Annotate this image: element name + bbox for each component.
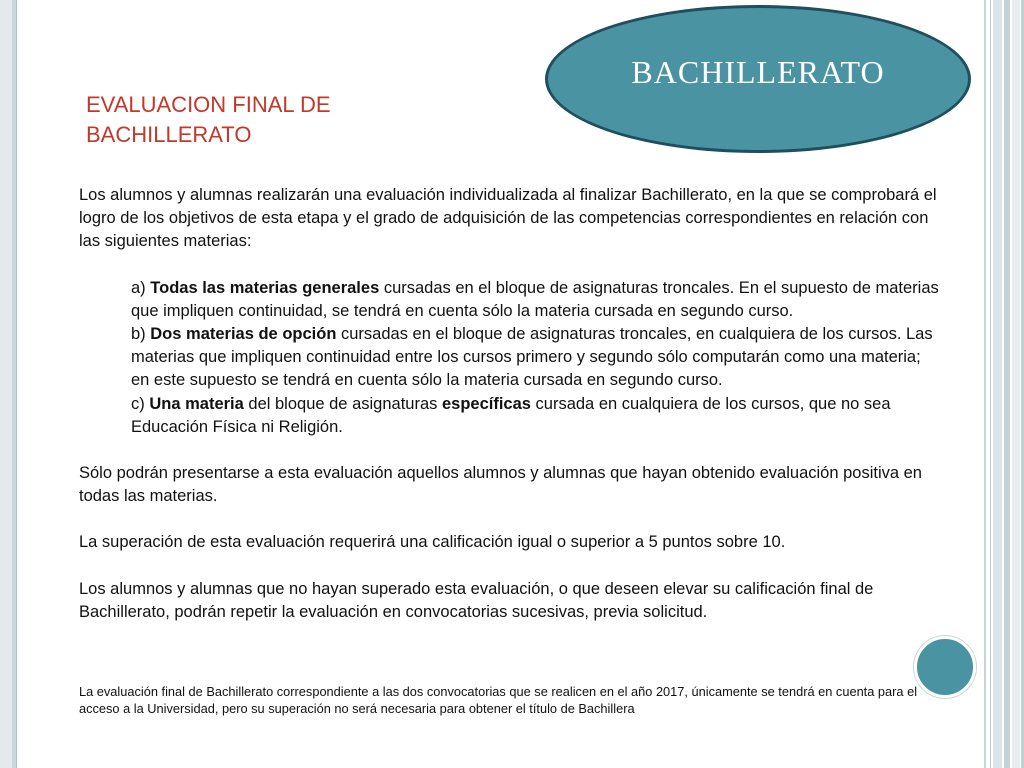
left-border-decoration [0, 0, 12, 768]
eligibility-paragraph: Sólo podrán presentarse a esta evaluación aquellos alumnos y alumnas que hayan obtenido evaluación positiva en todas las materias. [79, 464, 922, 506]
right-border-stripe [1004, 0, 1010, 768]
item-a-bold: Todas las materias generales [150, 278, 380, 297]
title-oval-badge [545, 5, 971, 153]
right-border-stripe [990, 0, 991, 768]
retake-paragraph: Los alumnos y alumnas que no hayan superado esta evaluación, o que deseen elevar su calificación final de Bachillerato, podrán repetir la evaluación en convocatorias sucesivas, previa solicitud. [79, 579, 874, 621]
item-c-bold: Una materia [149, 394, 244, 413]
item-b-text: cursadas en el bloque de asignaturas troncales, en cualquiera de los cursos. Las materias que impliquen continuidad entre los cursos primero y segundo sólo computarán como una materia; en este supuesto se tendrá en cuenta sólo la materia cursada en segundo curso. [131, 325, 933, 390]
list-item-b [79, 323, 939, 393]
list-item-a [79, 277, 939, 323]
slide-heading: EVALUACION FINAL DE BACHILLERATO [86, 92, 331, 147]
item-c-bold-2: específicas [441, 394, 531, 413]
footnote: La evaluación final de Bachillerato correspondiente a las dos convocatorias que se realicen en el año 2017, únicamente se tendrá en cuenta para el acceso a la Universidad, pero su superación no será necesaria para obtener el título de Bachillera [79, 684, 918, 716]
right-border-decoration [982, 0, 1024, 768]
right-border-stripe [993, 0, 1002, 768]
item-c-prefix: c) [131, 394, 150, 413]
item-c-mid: del bloque de asignaturas [243, 394, 442, 413]
spacer [79, 254, 939, 277]
passing-grade-paragraph: La superación de esta evaluación requerirá una calificación igual o superior a 5 puntos sobre 10. [79, 533, 786, 552]
slide-body [79, 184, 939, 624]
right-border-stripe [1012, 0, 1020, 768]
spacer [79, 555, 939, 578]
decorative-circle [914, 636, 976, 698]
badge-title: BACHILLERATO [631, 53, 885, 90]
item-a-prefix: a) [131, 278, 151, 297]
spacer [79, 508, 939, 531]
list-item-c [79, 393, 939, 439]
item-b-bold: Dos materias de opción [150, 325, 337, 344]
item-b-prefix: b) [131, 325, 151, 344]
left-border-line [16, 0, 17, 768]
spacer [79, 439, 939, 462]
item-c-text: cursada en cualquiera de los cursos, que no sea Educación Física ni Religión. [131, 394, 891, 436]
item-a-text: cursadas en el bloque de asignaturas troncales. En el supuesto de materias que impliquen continuidad, se tendrá en cuenta sólo la materia cursada en segundo curso. [131, 278, 939, 320]
right-border-stripe [984, 0, 986, 768]
intro-paragraph: Los alumnos y alumnas realizarán una evaluación individualizada al finalizar Bachillerato, en la que se comprobará el logro de los objetivos de esta etapa y el grado de adquisición de las competencias correspondientes en relación con las siguientes materias: [79, 186, 937, 251]
